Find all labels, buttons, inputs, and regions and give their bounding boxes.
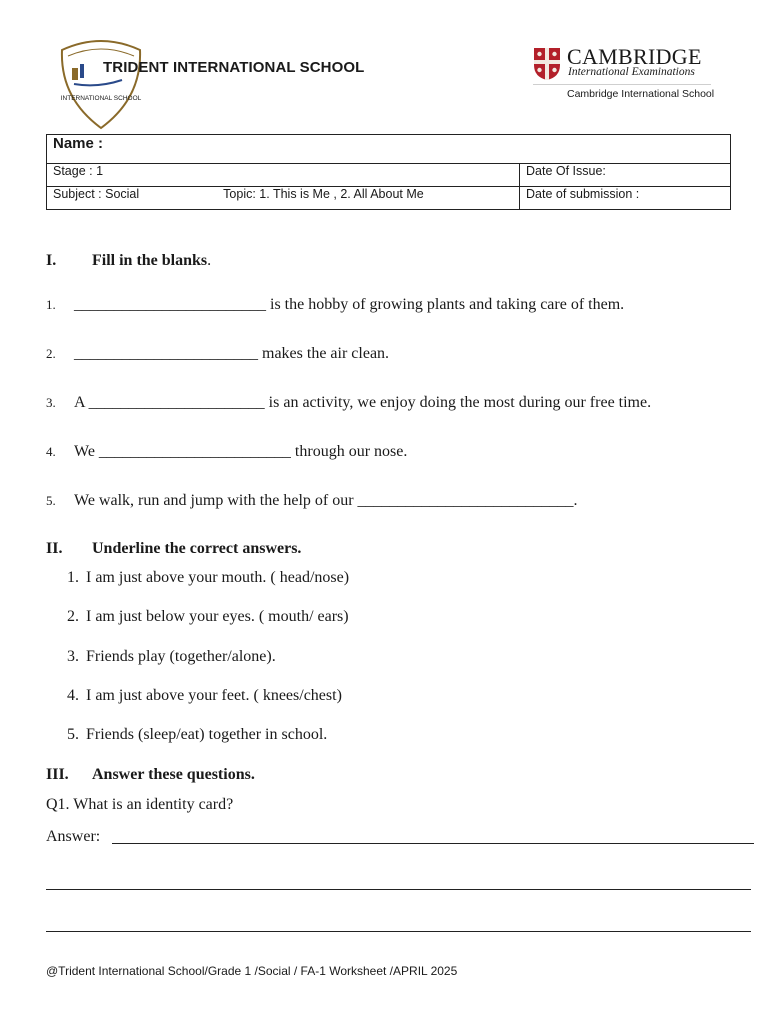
stage-cell: Stage : 1	[47, 164, 520, 187]
item-number: 3.	[46, 395, 56, 410]
underline-item[interactable]	[55, 569, 349, 587]
answer-line-1[interactable]	[112, 843, 754, 844]
subject-topic-cell	[47, 187, 520, 210]
name-field[interactable]: Name :	[47, 135, 731, 164]
section-1-title: Fill in the blanks	[92, 252, 208, 269]
item-text: A ______________________ is an activity, we enjoy doing the most during our free time.	[74, 394, 652, 411]
school-logo	[58, 38, 144, 130]
section-2-number: II.	[46, 540, 63, 557]
section-3-number: III.	[46, 766, 69, 783]
fill-blank-item[interactable]	[46, 394, 651, 412]
item-text: We walk, run and jump with the help of our ___________________________.	[74, 492, 578, 509]
fill-blank-item[interactable]	[46, 492, 578, 510]
item-text: Friends (sleep/eat) together in school.	[86, 726, 328, 743]
cambridge-subtitle: International Examinations	[568, 66, 695, 78]
cambridge-shield-icon	[533, 47, 561, 81]
item-number: 5.	[46, 493, 56, 508]
section-3-heading	[46, 766, 255, 784]
item-text: _______________________ makes the air clean.	[74, 345, 390, 362]
answer-line-3[interactable]	[46, 931, 751, 932]
item-text: Friends play (together/alone).	[86, 648, 276, 665]
underline-item[interactable]	[55, 726, 327, 744]
date-of-issue-cell[interactable]: Date Of Issue:	[520, 164, 731, 187]
cambridge-school: Cambridge International School	[567, 88, 715, 100]
item-number: 2.	[46, 346, 56, 361]
section-3-title: Answer these questions.	[92, 766, 255, 783]
section-1-title-suffix: .	[207, 252, 212, 269]
item-text: We ________________________ through our nose.	[74, 443, 408, 460]
section-1-heading	[46, 252, 211, 270]
school-name: TRIDENT INTERNATIONAL SCHOOL	[103, 59, 365, 76]
underline-item[interactable]	[55, 608, 349, 626]
answer-label: Answer:	[46, 828, 101, 845]
answer-line-2[interactable]	[46, 889, 751, 890]
item-text: ________________________ is the hobby of growing plants and taking care of them.	[74, 296, 625, 313]
item-number: 4.	[46, 444, 56, 459]
item-number: 3.	[67, 648, 79, 665]
section-2-title: Underline the correct answers.	[92, 540, 302, 557]
student-info-table	[46, 134, 731, 210]
subject-label: Subject : Social	[53, 187, 140, 201]
fill-blank-item[interactable]	[46, 296, 624, 314]
item-number: 4.	[67, 687, 79, 704]
underline-item[interactable]	[55, 687, 342, 705]
underline-item[interactable]	[55, 648, 276, 666]
item-text: I am just below your eyes. ( mouth/ ears)	[86, 608, 349, 625]
date-of-submission-cell[interactable]: Date of submission :	[520, 187, 731, 210]
footer-text: @Trident International School/Grade 1 /Social / FA-1 Worksheet /APRIL 2025	[46, 964, 458, 978]
cambridge-divider	[533, 84, 711, 85]
topic-label: Topic: 1. This is Me , 2. All About Me	[223, 187, 424, 201]
item-text: I am just above your mouth. ( head/nose)	[86, 569, 350, 586]
section-2-heading	[46, 540, 301, 558]
cambridge-title: CAMBRIDGE	[567, 44, 702, 69]
item-text: I am just above your feet. ( knees/chest)	[86, 687, 342, 704]
section-1-number: I.	[46, 252, 57, 269]
item-number: 1.	[46, 297, 56, 312]
fill-blank-item[interactable]	[46, 345, 389, 363]
item-number: 5.	[67, 726, 79, 743]
item-number: 2.	[67, 608, 79, 625]
item-number: 1.	[67, 569, 79, 586]
question-1: Q1. What is an identity card?	[46, 796, 234, 813]
fill-blank-item[interactable]	[46, 443, 407, 461]
logo-text: INTERNATIONAL SCHOOL	[60, 95, 142, 102]
